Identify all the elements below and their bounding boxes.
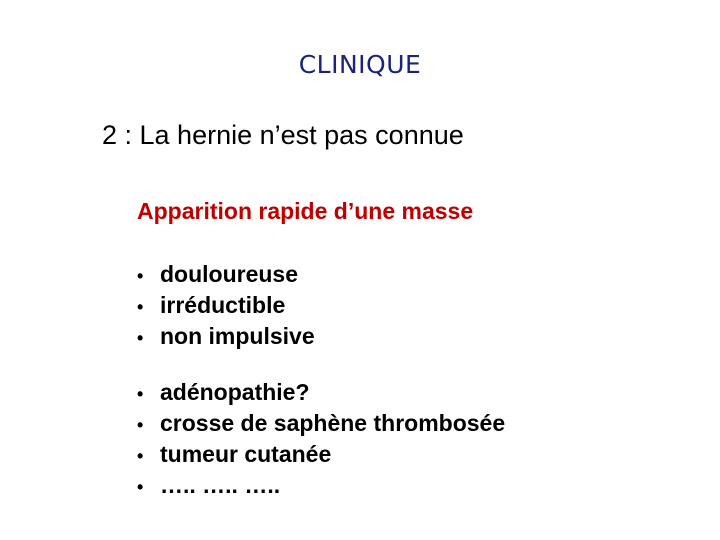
- list-item: [137, 321, 315, 352]
- list-item-text: tumeur cutanée: [160, 441, 332, 467]
- bullet-icon: •: [137, 477, 144, 497]
- bullet-icon: •: [137, 384, 144, 404]
- section-heading: Apparition rapide d’une masse: [137, 198, 474, 224]
- bullet-icon: •: [137, 266, 144, 286]
- bullet-icon: •: [137, 446, 144, 466]
- slide-title: CLINIQUE: [298, 50, 422, 79]
- list-item: [137, 259, 315, 290]
- slide-subtitle: 2 : La hernie n’est pas connue: [102, 120, 464, 150]
- bullet-icon: •: [137, 297, 144, 317]
- differential-list: [137, 377, 505, 501]
- list-item-text: irréductible: [160, 292, 286, 318]
- list-item-text: crosse de saphène thrombosée: [160, 410, 506, 436]
- list-item: [137, 377, 505, 408]
- bullet-icon: •: [137, 328, 144, 348]
- list-item: [137, 470, 505, 501]
- list-item-text: non impulsive: [160, 323, 315, 349]
- list-item-text: douloureuse: [160, 261, 299, 287]
- list-item: [137, 439, 505, 470]
- list-item: [137, 408, 505, 439]
- list-item-text: adénopathie?: [160, 379, 310, 405]
- bullet-icon: •: [137, 415, 144, 435]
- list-item-text: ….. ….. …..: [160, 472, 281, 498]
- symptom-list: [137, 259, 315, 352]
- list-item: [137, 290, 315, 321]
